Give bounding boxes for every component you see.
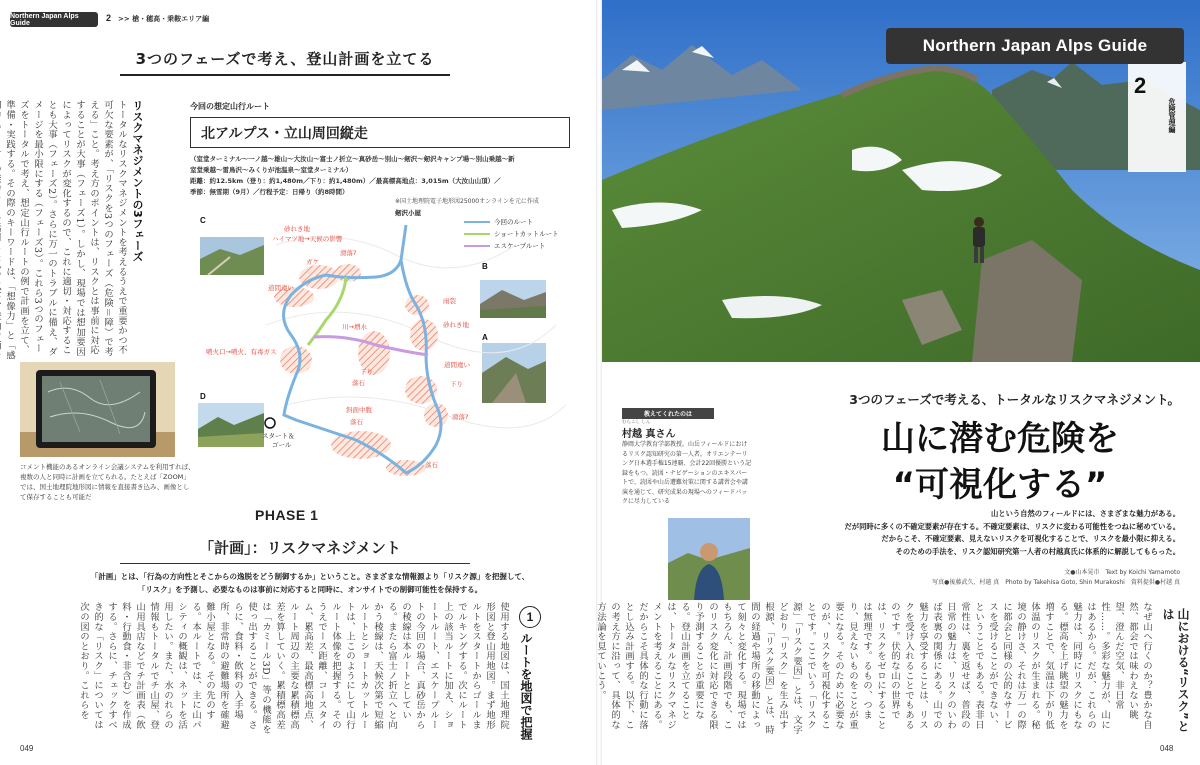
- teacher-name: 村越 真さん: [622, 429, 676, 440]
- body-col: とです。ここでいう「リスク源」: [791, 602, 816, 730]
- map-label-haimatsu: ハイマツ地→天候の影響: [272, 235, 343, 243]
- body-col: する。本ルートでは、主に山: [190, 602, 215, 720]
- body-col: な魅力が、山にはあるから。: [1085, 602, 1110, 730]
- body-col: れらの情報もトータルでチ: [148, 602, 173, 730]
- map-label-rockfall2: 落石: [350, 418, 363, 426]
- body-col: 今回の場合、真砂岳からの稜線: [400, 602, 425, 730]
- legend-swatch: [464, 221, 490, 224]
- body-col: 享受することは、リスクを受け: [903, 602, 928, 730]
- body-col: 自然、都会では味わえない眺望、: [1113, 602, 1152, 730]
- body-col: ミール3D」等の機能を使っ: [246, 602, 271, 734]
- credit-line: 写真●後藤武久、村越 真 Photo by Takehisa Goto, Shin Murakoshi 資料提供●村越 真: [932, 579, 1180, 586]
- headline-line-1: 山に潜む危険を: [881, 419, 1119, 459]
- body-col: 場所、非常時の避難場所を確: [218, 602, 243, 720]
- tablet-photo: [20, 362, 175, 457]
- body-col: 周辺の主要な累積標高差を算: [274, 602, 299, 730]
- route-detail-line: 室堂乗越～雷鳥沢～みくりが池温泉～室堂ターミナル）: [190, 166, 353, 174]
- body-col: 体像を把握する。そのうえで: [316, 602, 341, 730]
- section-number-badge: 1: [519, 606, 541, 628]
- map-label-gravel: 砂れき地: [284, 225, 310, 233]
- intro-col-4: 加要因によってリスクが変化する: [60, 100, 85, 357]
- route-detail-line: 季節：無雪期（9月）／行程予定：日帰り（約8時間）: [190, 188, 349, 196]
- intro-col-10: 計画を立て、準備・実践する。: [4, 100, 29, 355]
- body-col: 使用する地図は、国土地理院: [498, 602, 509, 730]
- brand-banner: Northern Japan Alps Guide: [886, 28, 1184, 64]
- phase-label: PHASE 1: [255, 507, 319, 523]
- legend-swatch: [464, 233, 490, 236]
- body-col: 測することが重要になる。: [679, 602, 704, 720]
- teacher-ruby: むらこし しん: [622, 420, 651, 425]
- body-col: り低体温のリスクが生まれる。秘: [1029, 602, 1054, 730]
- map-label-gravel2: 砂れき地: [443, 321, 469, 329]
- intro-text: [770, 508, 1180, 558]
- headline: [820, 416, 1180, 508]
- body-col: スク」を生み出す根源、「リスク: [763, 602, 788, 730]
- intro-text: [4, 100, 128, 360]
- body-col: 形図と登山用地図。まず地形ル: [470, 602, 495, 730]
- map-label-hut: 剱沢小屋: [395, 209, 421, 217]
- body-col: キングする。次にルート上の: [442, 602, 467, 730]
- map-label-start: [262, 432, 295, 450]
- body-col: だが、これらの魅力は、同時に: [1071, 602, 1096, 730]
- right-body-text: [595, 602, 1153, 737]
- body-col: 行動に落とし込み計画する。: [623, 602, 648, 730]
- body-col: 含む）を作成する。: [106, 602, 131, 730]
- intro-line: だが同時に多くの不確定要素が存在する。不確定要素は、リスクに変わる可能性をつねに秘めている。: [844, 521, 1180, 531]
- map-label-down2: 下り: [450, 380, 463, 388]
- section-heading-right: 山における“リスク”とは: [1161, 608, 1190, 732]
- intro-col-7: 最小限にする（フェーズ3）。: [32, 139, 43, 269]
- body-col: 的な「リスク」については: [92, 611, 103, 730]
- body-col: できない、ということでもある。表: [973, 602, 998, 730]
- intro-col-9: ルで考え、想定山行ルートの例で: [18, 149, 29, 296]
- body-col: ることにある。だからこそ具体的な: [637, 602, 662, 730]
- body-col: るもの、つまり、見えないものを: [847, 602, 872, 720]
- hazard-zone: [335, 264, 361, 282]
- body-col: ルート、エスケープルートの: [414, 602, 439, 730]
- body-col: 澄んだ空気、非日常性……。多彩: [1099, 602, 1124, 710]
- map-label-rockfall3: 落石: [425, 461, 438, 469]
- body-col: 登山計画を立てることは、トー: [665, 602, 690, 720]
- running-header-section: >> 槍・穂高・乗鞍エリア編: [118, 15, 210, 23]
- credits: [820, 568, 1180, 588]
- body-col: していく。累積標高差は「カ: [260, 602, 285, 730]
- credit-line: 文●山本晃市 Text by Koichi Yamamoto: [1064, 569, 1180, 576]
- map-label-start-text: スタート＆: [262, 432, 295, 440]
- start-goal-marker: [265, 418, 275, 428]
- body-col: 「リスク要因」とは、文字どおり「リ: [777, 602, 802, 735]
- body-col: の魅力を増すことで、気温は下が: [1043, 602, 1068, 730]
- intro-col-8: これら3つのフェーズをトータ: [18, 100, 43, 354]
- route-title: 北アルプス・立山周回縦走: [190, 117, 570, 148]
- body-col: を活用したい。また、水の: [162, 602, 187, 730]
- phase-subtitle: 「計画」：リスクマネジメント: [199, 539, 401, 557]
- body-col: 次の図のとおり。これらを: [78, 602, 89, 720]
- body-col: 境の静けさ、それは万一の際に都会と同: [1001, 602, 1026, 730]
- running-header-chapter: 2: [106, 13, 112, 23]
- teacher-portrait: [668, 518, 750, 600]
- lead-line: 「リスク」を予測し、必要なものは事前に対応すると同時に、オンサイトでの制御可能性を保持する。: [137, 585, 483, 594]
- route-detail-line: 距離：約12.5km（登り：約1,480m／下り：約1,480m）／最高標高地点：3,015m（大汝山山頂）／: [190, 177, 501, 185]
- legend-item: [464, 228, 559, 240]
- teacher-bio: 静岡大学教育学部教授。山岳フィールドにおけるリスク認知研究の第一人者。オリエンテーリング日本選手権15連覇、会計22回優勝という記録をもつ。読図・ナビゲーションのエキスパートで、読図や山岳遭難対策に関する講習会や講演を通じて、研究成果の現場へのフィードバックに尽力している: [622, 441, 752, 505]
- intro-col-0: トータルなリスクマネジメントを考えるうえで重要かつ不可欠な要素が、「リスクを3つのフェーズ: [102, 100, 127, 355]
- intro-col-5: ので、これに適切・対応することも大事（フェーズ2）。さらに万: [46, 100, 71, 355]
- intro-col-3: ェーズ1）。しかし、現場では想: [74, 188, 85, 328]
- body-col: 該当ルートに加え、ショート: [428, 602, 453, 730]
- legend-label: エスケープルート: [494, 242, 546, 250]
- body-col: 入れることでもあるのです。: [889, 602, 914, 730]
- body-col: ことが重要になる。そのために必: [833, 602, 858, 730]
- body-col: リスクにもなる。標高を上げ眺望: [1057, 602, 1082, 730]
- body-col: 要なのが、リスクを可視化するこ: [819, 602, 844, 730]
- body-col: 表裏の関係にある。山での魅力を: [917, 602, 942, 730]
- photo-label-c: C: [200, 216, 206, 225]
- intro-col-1: （危険＝障）で考える」こと。: [88, 100, 113, 357]
- legend-label: 今回のルート: [494, 218, 533, 226]
- body-col: 伏的な山の世界では、リスクを: [875, 602, 900, 720]
- legend-item: [464, 240, 559, 252]
- photo-label-b: B: [482, 262, 488, 271]
- body-col: 計画表（飲料・行動食・非: [120, 602, 145, 730]
- tagline: 3つのフェーズで考える、トータルなリスクマネジメント。: [849, 392, 1180, 407]
- body-col: このリスク変化に対応できる限り予: [693, 602, 732, 730]
- map-legend: [464, 216, 559, 252]
- body-col: 日常の魅力は、リスクのいわば: [931, 602, 956, 730]
- body-col: パシティの概観は、ネット: [176, 602, 201, 730]
- body-col: タルなリスクマネジメントを考え: [651, 602, 676, 730]
- map-label-rockfall: 落石: [352, 379, 365, 387]
- teacher-tag: 教えてくれたのは: [622, 408, 714, 419]
- intro-col-11: その際のキーワードは、「想像力」: [4, 178, 15, 331]
- intro-col-12: と「感: [4, 330, 15, 360]
- intro-col-6: 一のトラブルに備え、ダメージを: [32, 100, 57, 357]
- body-col: さらに、チェックすべき: [92, 602, 117, 730]
- tablet-caption: コメント機能のあるオンライン会議システムを利用すれば、複数の人と同時に計画を立てられる。たとえば「ZOOM」では、国土地理院地形図に情報を直接書き込み、画像として保存することも可能だ: [20, 463, 195, 501]
- intro-line: 山という自然のフィールドには、さまざまな魅力がある。: [991, 509, 1180, 518]
- map-label-slip: 滑落?: [340, 249, 357, 257]
- map-label-wrongway2: 道間違い: [444, 361, 470, 369]
- intro-line: だからこそ、不確定要素、見えないリスクを可視化することで、リスクを最小限に抑える。: [881, 534, 1180, 543]
- route-detail-line: （室堂ターミナル～一ノ越～雄山～大汝山～富士ノ折立～真砂岳～別山～剱沢～剱沢キャンプ場～別山乗越～新: [190, 155, 515, 163]
- running-header-tab: Northern Japan Alps Guide: [10, 12, 98, 27]
- subtitle-divider: [120, 563, 470, 564]
- intro-col-13: [0, 213, 1, 350]
- body-col: 高差、最高標高地点、ルート: [288, 602, 313, 730]
- map-label-cliff: ガケ: [306, 258, 319, 266]
- photo-label-d: D: [200, 392, 206, 401]
- body-col: 非日常性は、裏を返せば、普段の: [959, 602, 984, 730]
- body-col: 出することができる。: [246, 621, 257, 720]
- map-label-slip2: 滑落?: [452, 413, 469, 421]
- body-col: は本ルートとしている。また: [386, 602, 411, 720]
- legend-label: ショートカットルート: [494, 230, 559, 238]
- body-col: 山屋、登山用具店などでチ: [134, 602, 159, 730]
- phase-body-text: [20, 602, 510, 737]
- body-col: の移動によって刻々と変化する。: [735, 602, 760, 730]
- body-col: 要因」とは、時間の経過や場所: [749, 602, 774, 735]
- body-col: 体的な方法論を見ていこう。: [595, 602, 620, 730]
- phase-lead: [40, 570, 580, 596]
- lead-line: 「計画」とは、「行為の方向性とそこからの逸脱をどう制御するか」ということ。さまざまな情報源より「リスク源」を把握して、: [90, 572, 530, 581]
- chapter-section: 危険管理編: [1168, 98, 1176, 133]
- map-credit: ※国土地理院電子地形図25000オンラインを元に作成: [395, 198, 539, 205]
- map-label-goal-text: ゴール: [272, 441, 292, 449]
- route-detail: [190, 154, 575, 198]
- page-title: 3つのフェーズで考え、登山計画を立てる: [135, 50, 435, 68]
- map-label-rain: 雨裂: [443, 297, 456, 305]
- section-heading: ルートを地図で把握: [519, 632, 533, 740]
- hazard-zone: [280, 346, 312, 374]
- body-col: 以下、この考え方に沿って、具: [609, 602, 634, 730]
- legend-swatch: [464, 245, 490, 248]
- page-number-right: 048: [1160, 744, 1174, 753]
- intro-col-2: 考え方のポイントは、リスクとは事前に対応することが大事（フ: [74, 100, 99, 355]
- body-col: 現場ではもちろん、計画段階でも、: [721, 602, 746, 730]
- photo-label-a: A: [482, 333, 488, 342]
- body-col: さらに、食料・飲料の入手: [232, 602, 257, 730]
- body-col: ゼロにすることは無理です。: [861, 602, 886, 730]
- body-col: 避難小屋となる。その先の: [204, 602, 229, 730]
- body-col: は、天候次第で短縮ルートと: [358, 602, 383, 730]
- headline-line-2: “可視化する”: [892, 465, 1108, 505]
- intro-line: そのための手法を、リスク認知研究第一人者の村越真氏に体系的に解説してもらった。: [895, 546, 1180, 556]
- title-divider: [120, 74, 450, 76]
- intro-heading: リスクマネジメントの3フェーズ: [131, 100, 144, 262]
- page-number-left: 049: [20, 744, 34, 753]
- body-col: ショートカットルートは、上: [344, 602, 369, 730]
- body-col: ら富士ノ折立へと向かう稜線: [372, 602, 397, 730]
- chapter-number: 2: [1134, 73, 1147, 98]
- map-label-down: 下り: [360, 368, 373, 376]
- route-label: 今回の想定山行ルート: [190, 102, 270, 111]
- map-label-slope: 斜面中腹: [346, 406, 372, 414]
- body-col: このようにして山行ルート: [330, 602, 355, 730]
- map-label-volcano: 噴火口→噴火、有毒ガス: [206, 348, 277, 356]
- body-col: なぜ山へ行くのか？豊かな: [1141, 602, 1152, 720]
- body-col: 様の公的なサービスを受けることが: [987, 602, 1012, 730]
- legend-item: [464, 216, 559, 228]
- map-label-river: 川→増水: [342, 323, 367, 331]
- map-label-wrongway: 道間違い: [268, 284, 294, 292]
- body-col: トをスタートからゴールまでル: [456, 602, 481, 730]
- body-col: ース距離、コースタイム、累: [302, 602, 327, 730]
